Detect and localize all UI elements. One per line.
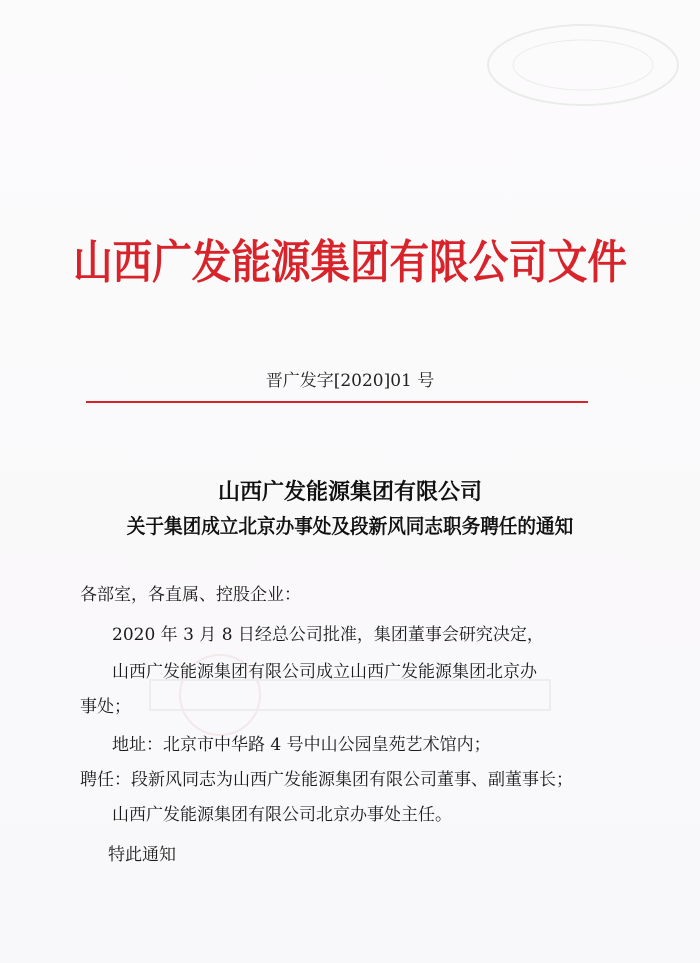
paragraph-establish-office-cont: 事处； bbox=[80, 697, 131, 717]
notice-title-line1: 山西广发能源集团有限公司 bbox=[217, 480, 482, 505]
red-divider-rule bbox=[86, 401, 588, 403]
paragraph-address: 地址：北京市中华路 4 号中山公园皇苑艺术馆内； bbox=[112, 735, 491, 755]
notice-title-line2: 关于集团成立北京办事处及段新风同志职务聘任的通知 bbox=[126, 514, 574, 538]
paragraph-appointment: 聘任：段新风同志为山西广发能源集团有限公司董事、副董事长； bbox=[80, 770, 573, 790]
paragraph-date-decision: 2020 年 3 月 8 日经总公司批准，集团董事会研究决定， bbox=[112, 625, 544, 645]
document-number: 晋广发字[2020]01 号 bbox=[265, 371, 435, 391]
closing-notice: 特此通知 bbox=[108, 845, 176, 865]
paragraph-establish-office: 山西广发能源集团有限公司成立山西广发能源集团北京办 bbox=[112, 662, 537, 682]
document-header-title: 山西广发能源集团有限公司文件 bbox=[73, 235, 627, 289]
salutation: 各部室，各直属、控股企业： bbox=[80, 585, 301, 605]
paragraph-office-director: 山西广发能源集团有限公司北京办事处主任。 bbox=[112, 805, 452, 825]
faint-stamp-top-right bbox=[478, 10, 688, 120]
